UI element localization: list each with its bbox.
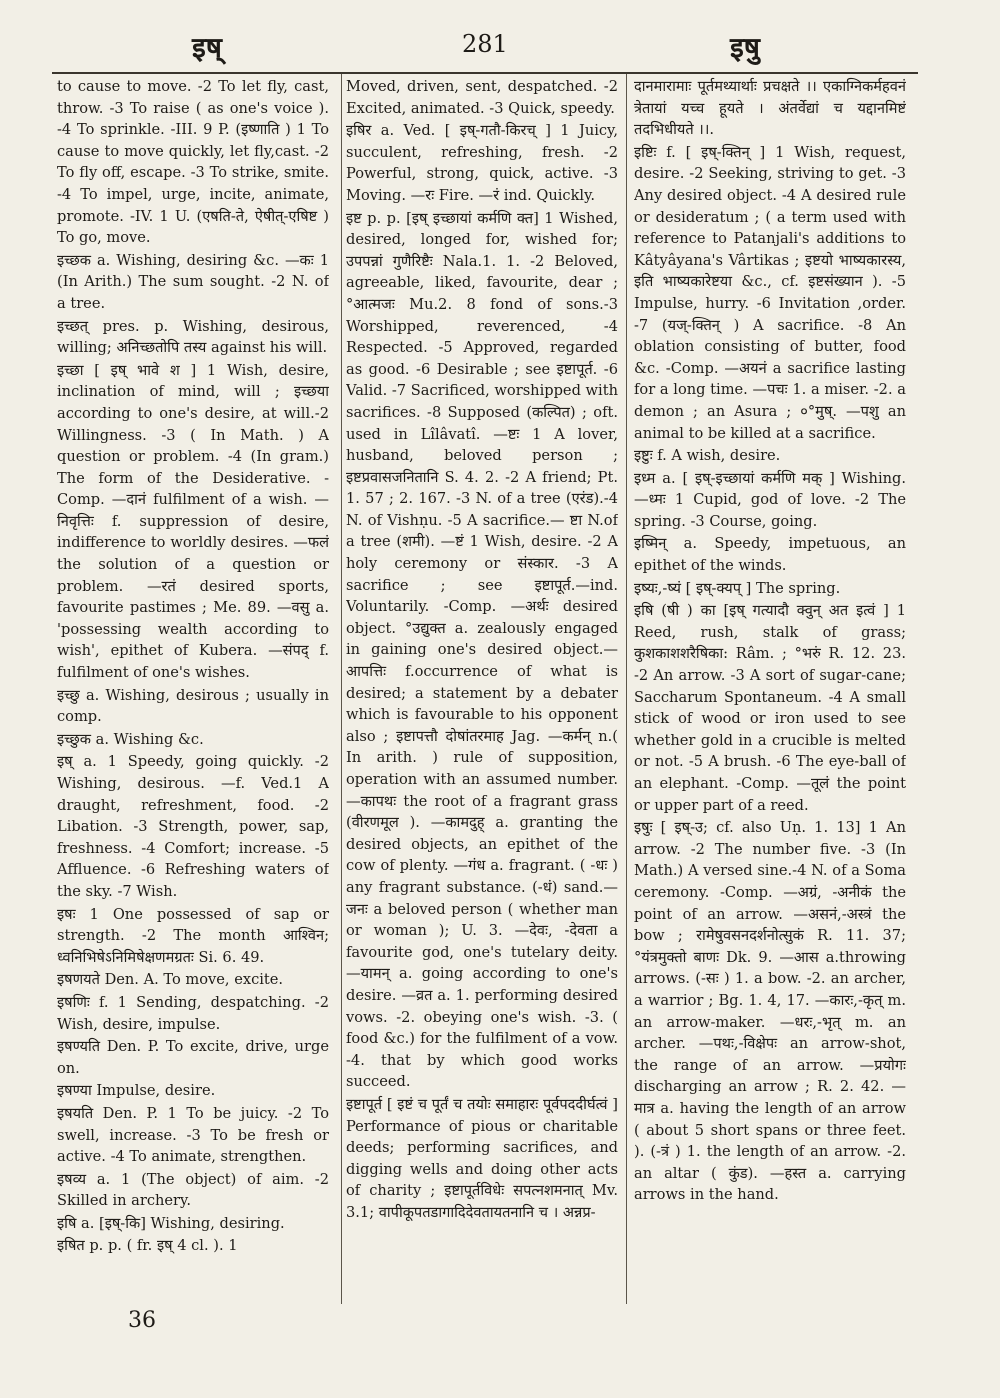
column-divider-2	[626, 74, 627, 1304]
page-header	[0, 22, 1000, 72]
column-divider-1	[341, 74, 342, 1304]
dictionary-entry: इषित p. p. ( fr. इष् 4 cl. ). 1	[57, 1237, 238, 1255]
dictionary-entry: इष्टापूर्त [ इष्टं च पूर्तं च तयोः समाहारः पूर्वपददीर्घत्वं ] Performance of pious or charitable deeds; performing sacrifices, and digging wells and doing other acts of charity ; इष्टापूर्तविधेः सपत्नशमनात् Mv. 3.1; वापीकूपतडागादिदेवतायतनानि च । अन्नप्र-	[346, 1095, 618, 1221]
dictionary-entry: इष् a. 1 Speedy, going quickly. -2 Wishing, desirous. —f. Ved.1 A draught, refreshment, food. -2 Libation. -3 Strength, power, sap, freshness. -4 Comfort; increase. -5 Affluence. -6 Refreshing waters of the sky. -7 Wish.	[57, 753, 329, 900]
dictionary-entry: इषण्यति Den. P. To excite, drive, urge on.	[57, 1038, 329, 1077]
dictionary-entry: इषणिः f. 1 Sending, despatching. -2 Wish, desire, impulse.	[57, 993, 329, 1033]
dictionary-entry: इष्ट p. p. [इष् इच्छायां कर्मणि क्त] 1 Wished, desired, longed for, wished for; उपपन्नां गुणैरिष्टैः Nala.1. 1. -2 Beloved, agreeable, liked, favourite, dear ; °आत्मजः Mu.2. 8 fond of sons.-3 Worshipped, reverenced, -4 Respected. -5 Approved, regarded as good. -6 Desirable ; see इष्टापूर्त. -6 Valid. -7 Sacrificed, worshipped with sacrifices. -8 Supposed (कल्पित) ; oft. used in Lîlâvatî. —ष्टः 1 A lover, husband, beloved person ; इष्टप्रवासजनितानि S. 4. 2. -2 A friend; Pt. 1. 57 ; 2. 167. -3 N. of a tree (एरंड).-4 N. of Vishṇu. -5 A sacrifice.— ष्टा N.of a tree (शमी). —ष्टं 1 Wish, desire. -2 A holy ceremony or संस्कार. -3 A sacrifice ; see इष्टापूर्त.—ind. Voluntarily. -Comp. —अर्थः desired object. °उद्युक्त a. zealously engaged in gaining one's desired object.—आपत्तिः f.occurrence of what is desired; a statement by a debater which is favourable to his opponent also ; इष्टापत्तौ दोषांतरमाह Jag. —कर्मन् n.( In arith. ) rule of supposition, operation with an assumed number. —कापथः the root of a fragrant grass (वीरणमूल ). —कामदुह् a. granting the desired objects, an epithet of the cow of plenty. —गंध a. fragrant. ( -धः ) any fragrant substance. (-धं) sand.—जनः a beloved person ( whether man or woman ); U. 3. —देवः, -देवता a favourite god, one's tutelary deity. —यामन् a. going according to one's desire. —व्रत a. 1. performing desired vows. -2. obeying one's wish. -3. ( food &c.) for the fulfilment of a vow. -4. that by which good works succeed.	[346, 209, 618, 1091]
dictionary-entry: इच्छक a. Wishing, desiring &c. —कः 1 (In Arith.) The sum sought. -2 N. of a tree.	[57, 251, 329, 312]
dictionary-entry: दानमारामाः पूर्तमथ्यार्थाः प्रचक्षते ।। एकाग्निकर्महवनं त्रेतायां यच्च हूयते । अंतर्वेद्यां च यद्दानमिष्टं तदभिधीयते ।।.	[634, 78, 906, 139]
dictionary-entry: इष्मिन् a. Speedy, impetuous, an epithet of the winds.	[634, 535, 906, 575]
page-number: 281	[462, 30, 508, 58]
dictionary-entry: इष्टुः f. A wish, desire.	[634, 447, 781, 465]
left-running-headword: इष्	[192, 31, 222, 64]
dictionary-entry: Moved, driven, sent, despatched. -2 Excited, animated. -3 Quick, speedy.	[346, 78, 618, 117]
dictionary-entry: इच्छुक a. Wishing &c.	[57, 730, 204, 748]
signature-mark: 36	[128, 1308, 156, 1333]
column-1	[57, 76, 329, 1312]
dictionary-entry: इषुः [ इष्-उ; cf. also Uṇ. 1. 13] 1 An arrow. -2 The number five. -3 (In Math.) A versed sine.-4 N. of a Soma ceremony. -Comp. —अग्रं, -अनीकं the point of an arrow. —असनं,-अस्त्रं the bow ; रामेषुवसनदर्शनोत्सुकं R. 11. 37; °यंत्रमुक्तो बाणः Dk. 9. —आस a.throwing arrows. (-सः ) 1. a bow. -2. an archer, a warrior ; Bg. 1. 4, 17. —कारः,-कृत् m. an arrow-maker. —धरः,-भृत् m. an archer. —पथः,-विक्षेपः an arrow-shot, the range of an arrow. —प्रयोगः discharging an arrow ; R. 2. 42. —मात्र a. having the length of an arrow ( about 5 short spans or three feet. ). (-त्रं ) 1. the length of an arrow. -2. an altar ( कुंड). —हस्त a. carrying arrows in the hand.	[634, 819, 906, 1204]
column-3	[634, 76, 906, 1312]
dictionary-entry: to cause to move. -2 To let fly, cast, throw. -3 To raise ( as one's voice ). -4 To sprinkle. -III. 9 P. (इष्णाति ) 1 To cause to move quickly, let fly,cast. -2 To fly off, escape. -3 To strike, smite. -4 To impel, urge, incite, animate, promote. -IV. 1 U. (एषति-ते, ऐषीत्-एषिष्ट ) To go, move.	[57, 78, 329, 247]
dictionary-entry: इषयति Den. P. 1 To be juicy. -2 To swell, increase. -3 To be fresh or active. -4 To animate, strengthen.	[57, 1104, 329, 1166]
dictionary-entry: इषः 1 One possessed of sap or strength. -2 The month आश्विन; ध्वनिभिषेऽनिमिषेक्षणमग्रतः Si. 6. 49.	[57, 905, 329, 966]
dictionary-entry: इषणयते Den. A. To move, excite.	[57, 971, 284, 989]
dictionary-entry: इध्म a. [ इष्-इच्छायां कर्मणि मक् ] Wishing. —ध्मः 1 Cupid, god of love. -2 The spring. -3 Course, going.	[634, 469, 906, 530]
dictionary-entry: इषि (षी ) का [इष् गत्यादौ क्वुन् अत इत्वं ] 1 Reed, rush, stalk of grass; कुशकाशशरैषिका: Râm. ; °भरुं R. 12. 23. -2 An arrow. -3 A sort of sugar-cane; Saccharum Spontaneum. -4 A small stick of wood or iron used to see whether gold in a crucible is melted or not. -5 A brush. -6 The eye-ball of an elephant. -Comp. —तूलं the point or upper part of a reed.	[634, 602, 906, 814]
dictionary-entry: इष्यः,-ष्यं [ इष्-क्यप् ] The spring.	[634, 579, 841, 597]
dictionary-entry: इषिर a. Ved. [ इष्-गतौ-किरच् ] 1 Juicy, succulent, refreshing, fresh. -2 Powerful, strong, quick, active. -3 Moving. —रः Fire. —रं ind. Quickly.	[346, 122, 618, 204]
right-running-headword: इषु	[730, 31, 760, 64]
dictionary-entry: इषण्या Impulse, desire.	[57, 1082, 216, 1100]
dictionary-entry: इच्छु a. Wishing, desirous ; usually in comp.	[57, 686, 329, 726]
header-rule	[52, 72, 918, 74]
dictionary-entry: इच्छा [ इष् भावे श ] 1 Wish, desire, inclination of mind, will ; इच्छया according to one's desire, at will.-2 Willingness. -3 ( In Math. ) A question or problem. -4 (In gram.) The form of the Desiderative. -Comp. —दानं fulfilment of a wish. —निवृत्तिः f. suppression of desire, indifference to worldly desires. —फलं the solution of a question or problem. —रतं desired sports, favourite pastimes ; Me. 89. —वसु a. 'possessing wealth according to wish', epithet of Kubera. —संपद् f. fulfilment of one's wishes.	[57, 361, 329, 682]
dictionary-entry: इष्टिः f. [ इष्-क्तिन् ] 1 Wish, request, desire. -2 Seeking, striving to get. -3 Any desired object. -4 A desired rule or desideratum ; ( a term used with reference to Patanjali's additions to Kâtyâyana's Vârtikas ; इष्टयो भाष्यकारस्य, इति भाष्यकारेष्टया &c., cf. इष्टसंख्यान ). -5 Impulse, hurry. -6 Invitation ,order. -7 (यज्-क्तिन् ) A sacrifice. -8 An oblation consisting of butter, food &c. -Comp. —अयनं a sacrifice lasting for a long time. —पचः 1. a miser. -2. a demon ; an Asura ; ०°मुष्. —पशु an animal to be killed at a sacrifice.	[634, 143, 906, 442]
dictionary-entry: इषव्य a. 1 (The object) of aim. -2 Skilled in archery.	[57, 1170, 329, 1210]
dictionary-entry: इषि a. [इष्-कि] Wishing, desiring.	[57, 1214, 285, 1232]
dictionary-entry: इच्छत् pres. p. Wishing, desirous, willing; अनिच्छतोपि तस्य against his will.	[57, 317, 329, 357]
column-2	[346, 76, 618, 1312]
